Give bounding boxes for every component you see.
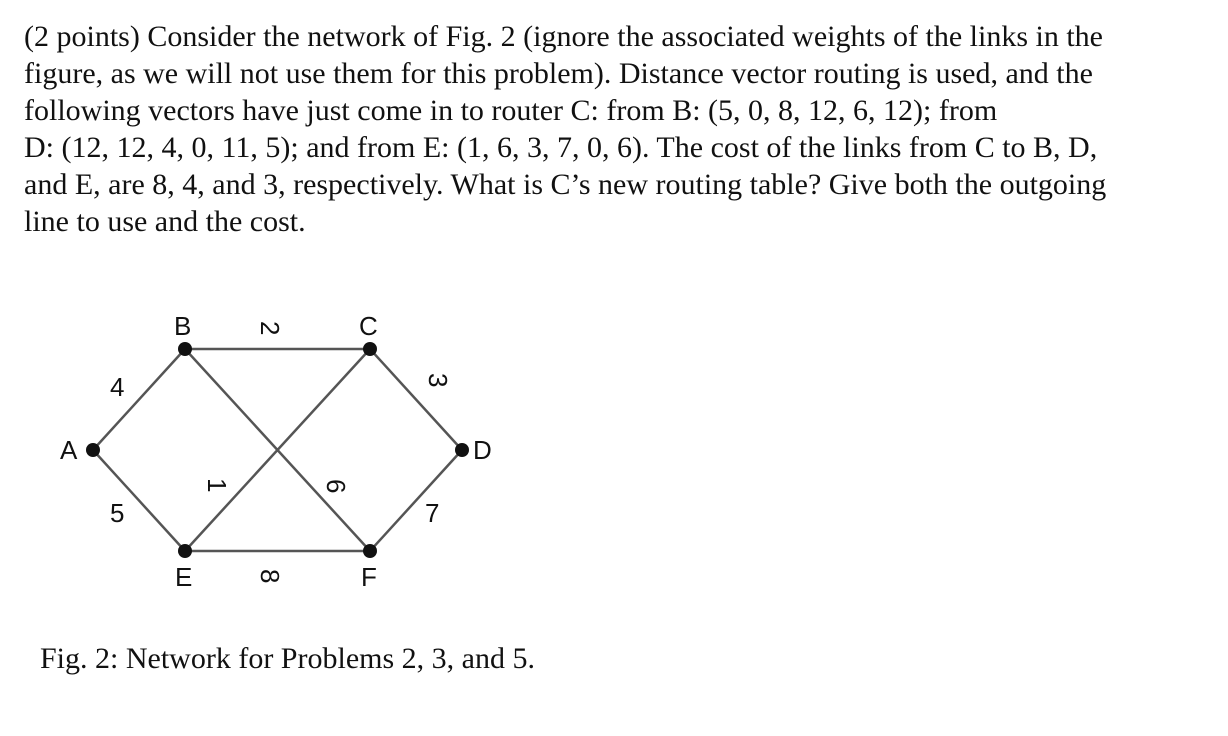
- edge-f-d: [370, 450, 462, 551]
- node-label-e: E: [175, 562, 193, 592]
- weight-b-f: 6: [321, 479, 351, 494]
- problem-line: following vectors have just come in to router C: from B: (5, 0, 8, 12, 6, 12); from: [24, 94, 998, 127]
- problem-line: D: (12, 12, 4, 0, 11, 5); and from E: (1, 6, 3, 7, 0, 6). The cost of the links from C to B, D,: [24, 131, 1098, 164]
- weight-a-e: 5: [110, 498, 125, 528]
- node-a-dot: [86, 443, 100, 457]
- weight-a-b: 4: [110, 372, 125, 402]
- edge-a-b: [93, 349, 185, 450]
- node-label-f: F: [361, 562, 377, 592]
- network-figure: [40, 300, 520, 600]
- network-diagram: [40, 300, 520, 600]
- problem-line: (2 points) Consider the network of Fig. 2 (ignore the associated weights of the links in the: [24, 20, 1103, 53]
- node-d-dot: [455, 443, 469, 457]
- node-b-dot: [178, 342, 192, 356]
- edge-a-e: [93, 450, 185, 551]
- node-label-c: C: [359, 311, 378, 341]
- weight-c-d: 3: [423, 373, 453, 388]
- node-label-d: D: [473, 435, 492, 465]
- node-label-b: B: [174, 311, 192, 341]
- weight-e-f: 8: [255, 569, 285, 584]
- node-e-dot: [178, 544, 192, 558]
- problem-line: line to use and the cost.: [24, 205, 306, 238]
- problem-line: and E, are 8, 4, and 3, respectively. What is C’s new routing table? Give both the outgoing: [24, 168, 1107, 201]
- edge-c-d: [370, 349, 462, 450]
- weight-d-f: 7: [425, 498, 440, 528]
- node-c-dot: [363, 342, 377, 356]
- figure-caption: Fig. 2: Network for Problems 2, 3, and 5.: [40, 642, 535, 675]
- node-label-a: A: [60, 435, 78, 465]
- problem-line: figure, as we will not use them for this problem). Distance vector routing is used, and the: [24, 57, 1093, 90]
- node-f-dot: [363, 544, 377, 558]
- weight-b-c: 2: [255, 321, 285, 336]
- weight-e-c: 1: [202, 478, 232, 493]
- problem-statement: [24, 18, 1204, 240]
